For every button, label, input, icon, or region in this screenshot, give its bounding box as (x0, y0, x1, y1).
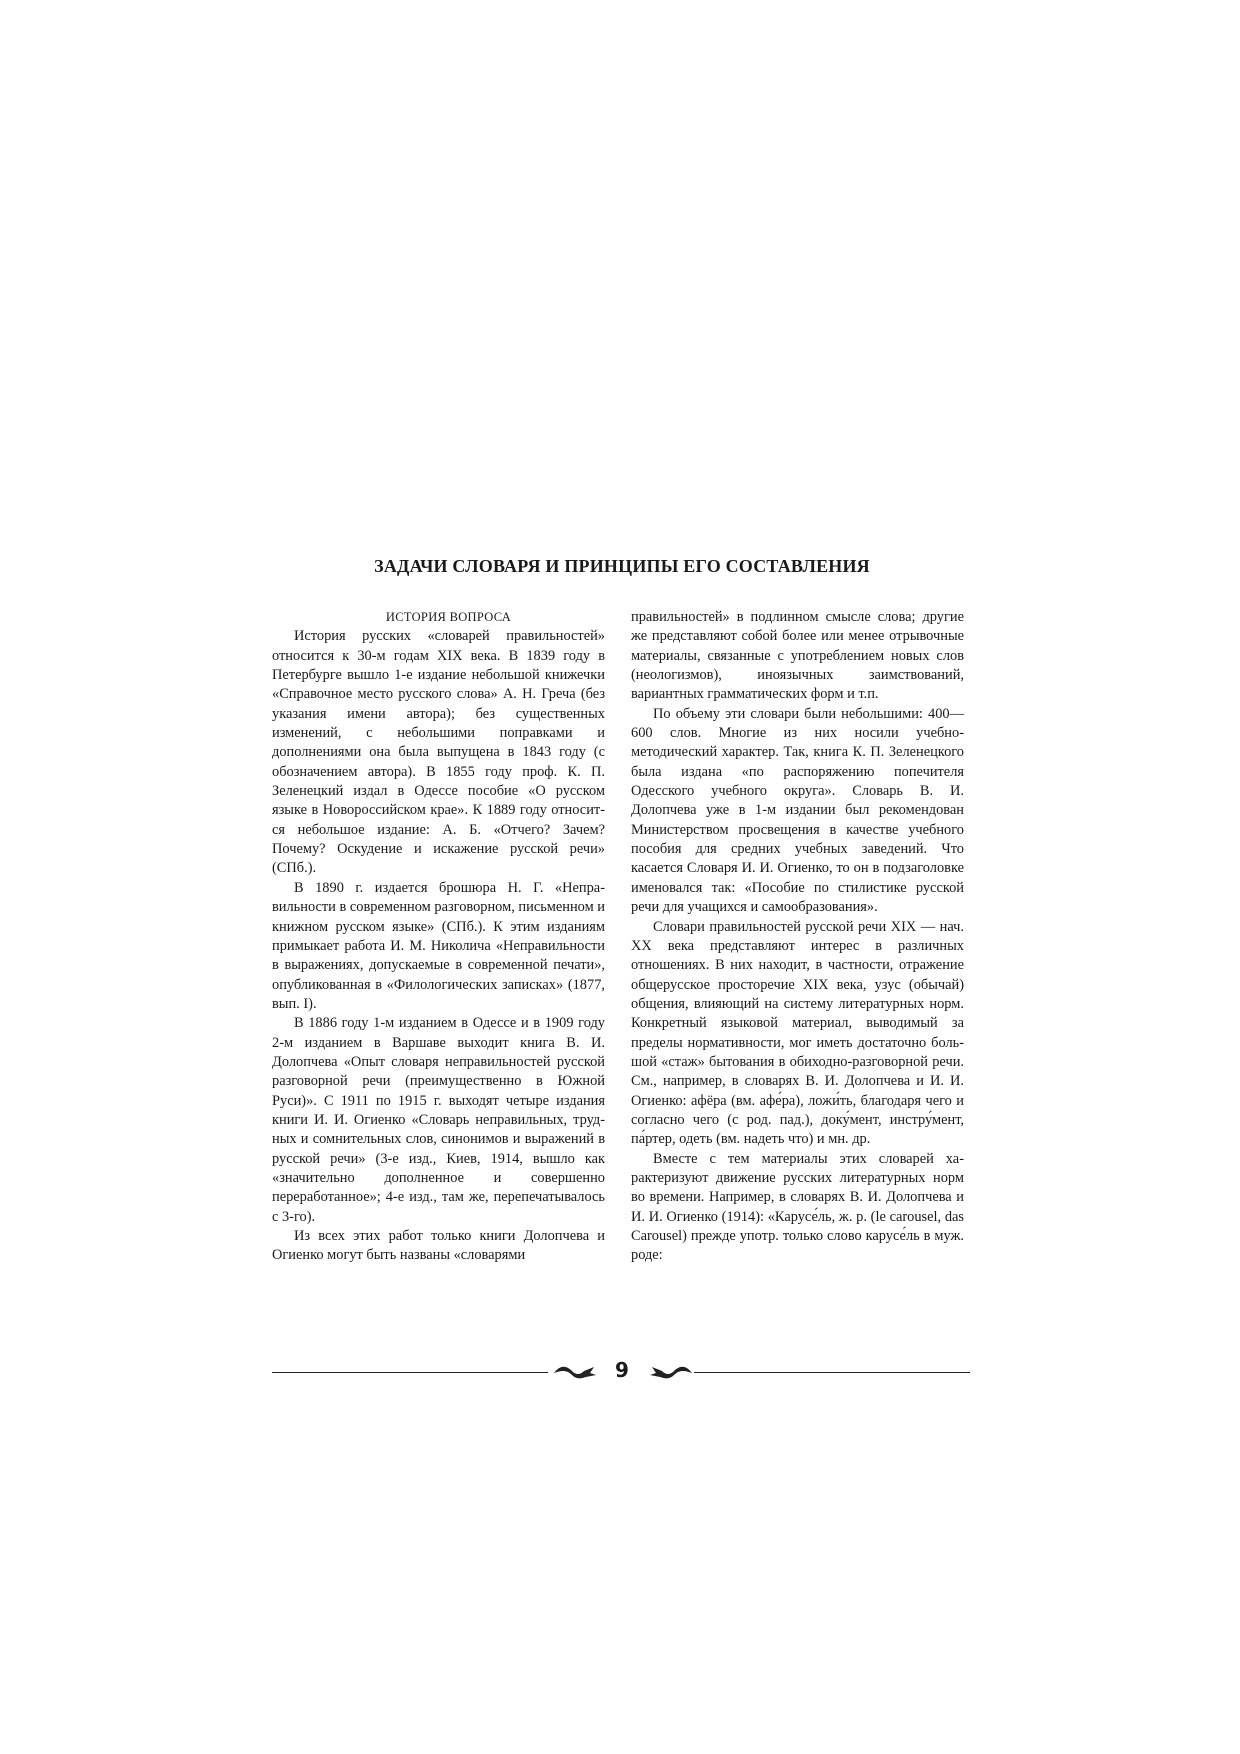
paragraph: правильностей» в подлинном смысле слова; другие же представляют собой более или менее отрывочные материалы, связанные с употреблением новых слов (неологизмов), иноязычных заимствований, вариантных грамматических форм и т.п. (631, 609, 964, 703)
paragraph: История русских «словарей правильностей» относится к 30-м годам XIX века. В 1839 году в Петербурге вышло 1-е издание небольшой книжечки «Справочное место русского слова» А. Н. Греча (без указания имени автора); без существенных изменений, с небольшими поправками и дополнениями она была выпущена в 1843 году (с обозначением автора). В 1855 году проф. К. П. Зеленецкий издал в Одессе пособие «О русском языке в Новороссийском крае». К 1889 году относится небольшое издание: А. Б. «Отчего? Зачем? Почему? Оскудение и искажение русской речи» (СПб.). (272, 628, 605, 877)
paragraph: В 1886 году 1-м изданием в Одессе и в 1909 году 2-м изданием в Варшаве выходит книга В. И. Долопчева «Опыт словаря неправильностей русской разговорной речи (преимущественно в Южной Руси)». С 1911 по 1915 г. выходят четыре издания книги И. И. Огиенко «Словарь неправильных, трудных и сомнительных слов, синонимов и выражений в русской речи» (3-е изд., Киев, 1914, вышло как «значительно дополненное и совершенно переработанное»; 4-е изд., там же, перепечатывалось с 3-го). (272, 1015, 605, 1225)
left-column (272, 608, 605, 1266)
section-heading: ИСТОРИЯ ВОПРОСА (385, 610, 512, 624)
footer-rule-right (694, 1372, 970, 1373)
paragraph: Из всех этих работ только книги Долопчева и Огиенко могут быть названы «словарями (272, 1228, 605, 1264)
page-title: ЗАДАЧИ СЛОВАРЯ И ПРИНЦИПЫ ЕГО СОСТАВЛЕНИЯ (374, 556, 870, 576)
paragraph: Вместе с тем материалы этих словарей характеризуют движение русских литературных норм во времени. Например, в словарях В. И. Долопчева и И. И. Огиенко (1914): «Карусе́ль, ж. р. (le carousel, das Carousel) прежде употр. только слово карусе́ль в муж. роде: (631, 1150, 964, 1264)
paragraph: По объему эти словари были небольшими: 400—600 слов. Многие из них носили учебно-методический характер. Так, книга К. П. Зеленецкого была издана «по распоряжению попечителя Одесского учебного округа». Словарь В. И. Долопчева уже в 1-м издании был рекомендован Министерством просвещения в качестве учебного пособия для средних учебных заведений. Что касается Словаря И. И. Огиенко, то он в подзаголовке именовался так: «Пособие по стилистике русской речи для учащихся и самообразования». (631, 705, 964, 916)
ornament-right-icon (646, 1361, 696, 1385)
paragraph: Словари правильностей русской речи XIX — нач. XX века представляют интерес в различных отношениях. В них находит, в частности, отражение общерусское просторечие XIX века, узус (обычай) общения, влияющий на систему литературных норм. Конкретный языковой материал, выводимый за пределы нормативности, мог иметь достаточно большой «стаж» бытования в обиходно-разговорной речи. См., например, в словарях В. И. Долопчева и И. И. Огиенко: афёра (вм. афе́ра), ложи́ть, благодаря чего и согласно чего (с род. пад.), доку́мент, инстру́мент, па́ртер, одеть (вм. надеть что) и мн. др. (631, 918, 964, 1148)
right-column (631, 608, 964, 1266)
paragraph: В 1890 г. издается брошюра Н. Г. «Неправильности в современном разговорном, письменном и книжном русском языке» (СПб.). К этим изданиям примыкает работа И. М. Николича «Неправильности в выражениях, допускаемые в современной печати», опубликованная в «Филологических записках» (1877, вып. I). (272, 879, 605, 1012)
page-number: 9 (615, 1358, 629, 1382)
page-footer (272, 1358, 970, 1388)
ornament-left-icon (550, 1361, 600, 1385)
footer-rule-left (272, 1372, 548, 1373)
